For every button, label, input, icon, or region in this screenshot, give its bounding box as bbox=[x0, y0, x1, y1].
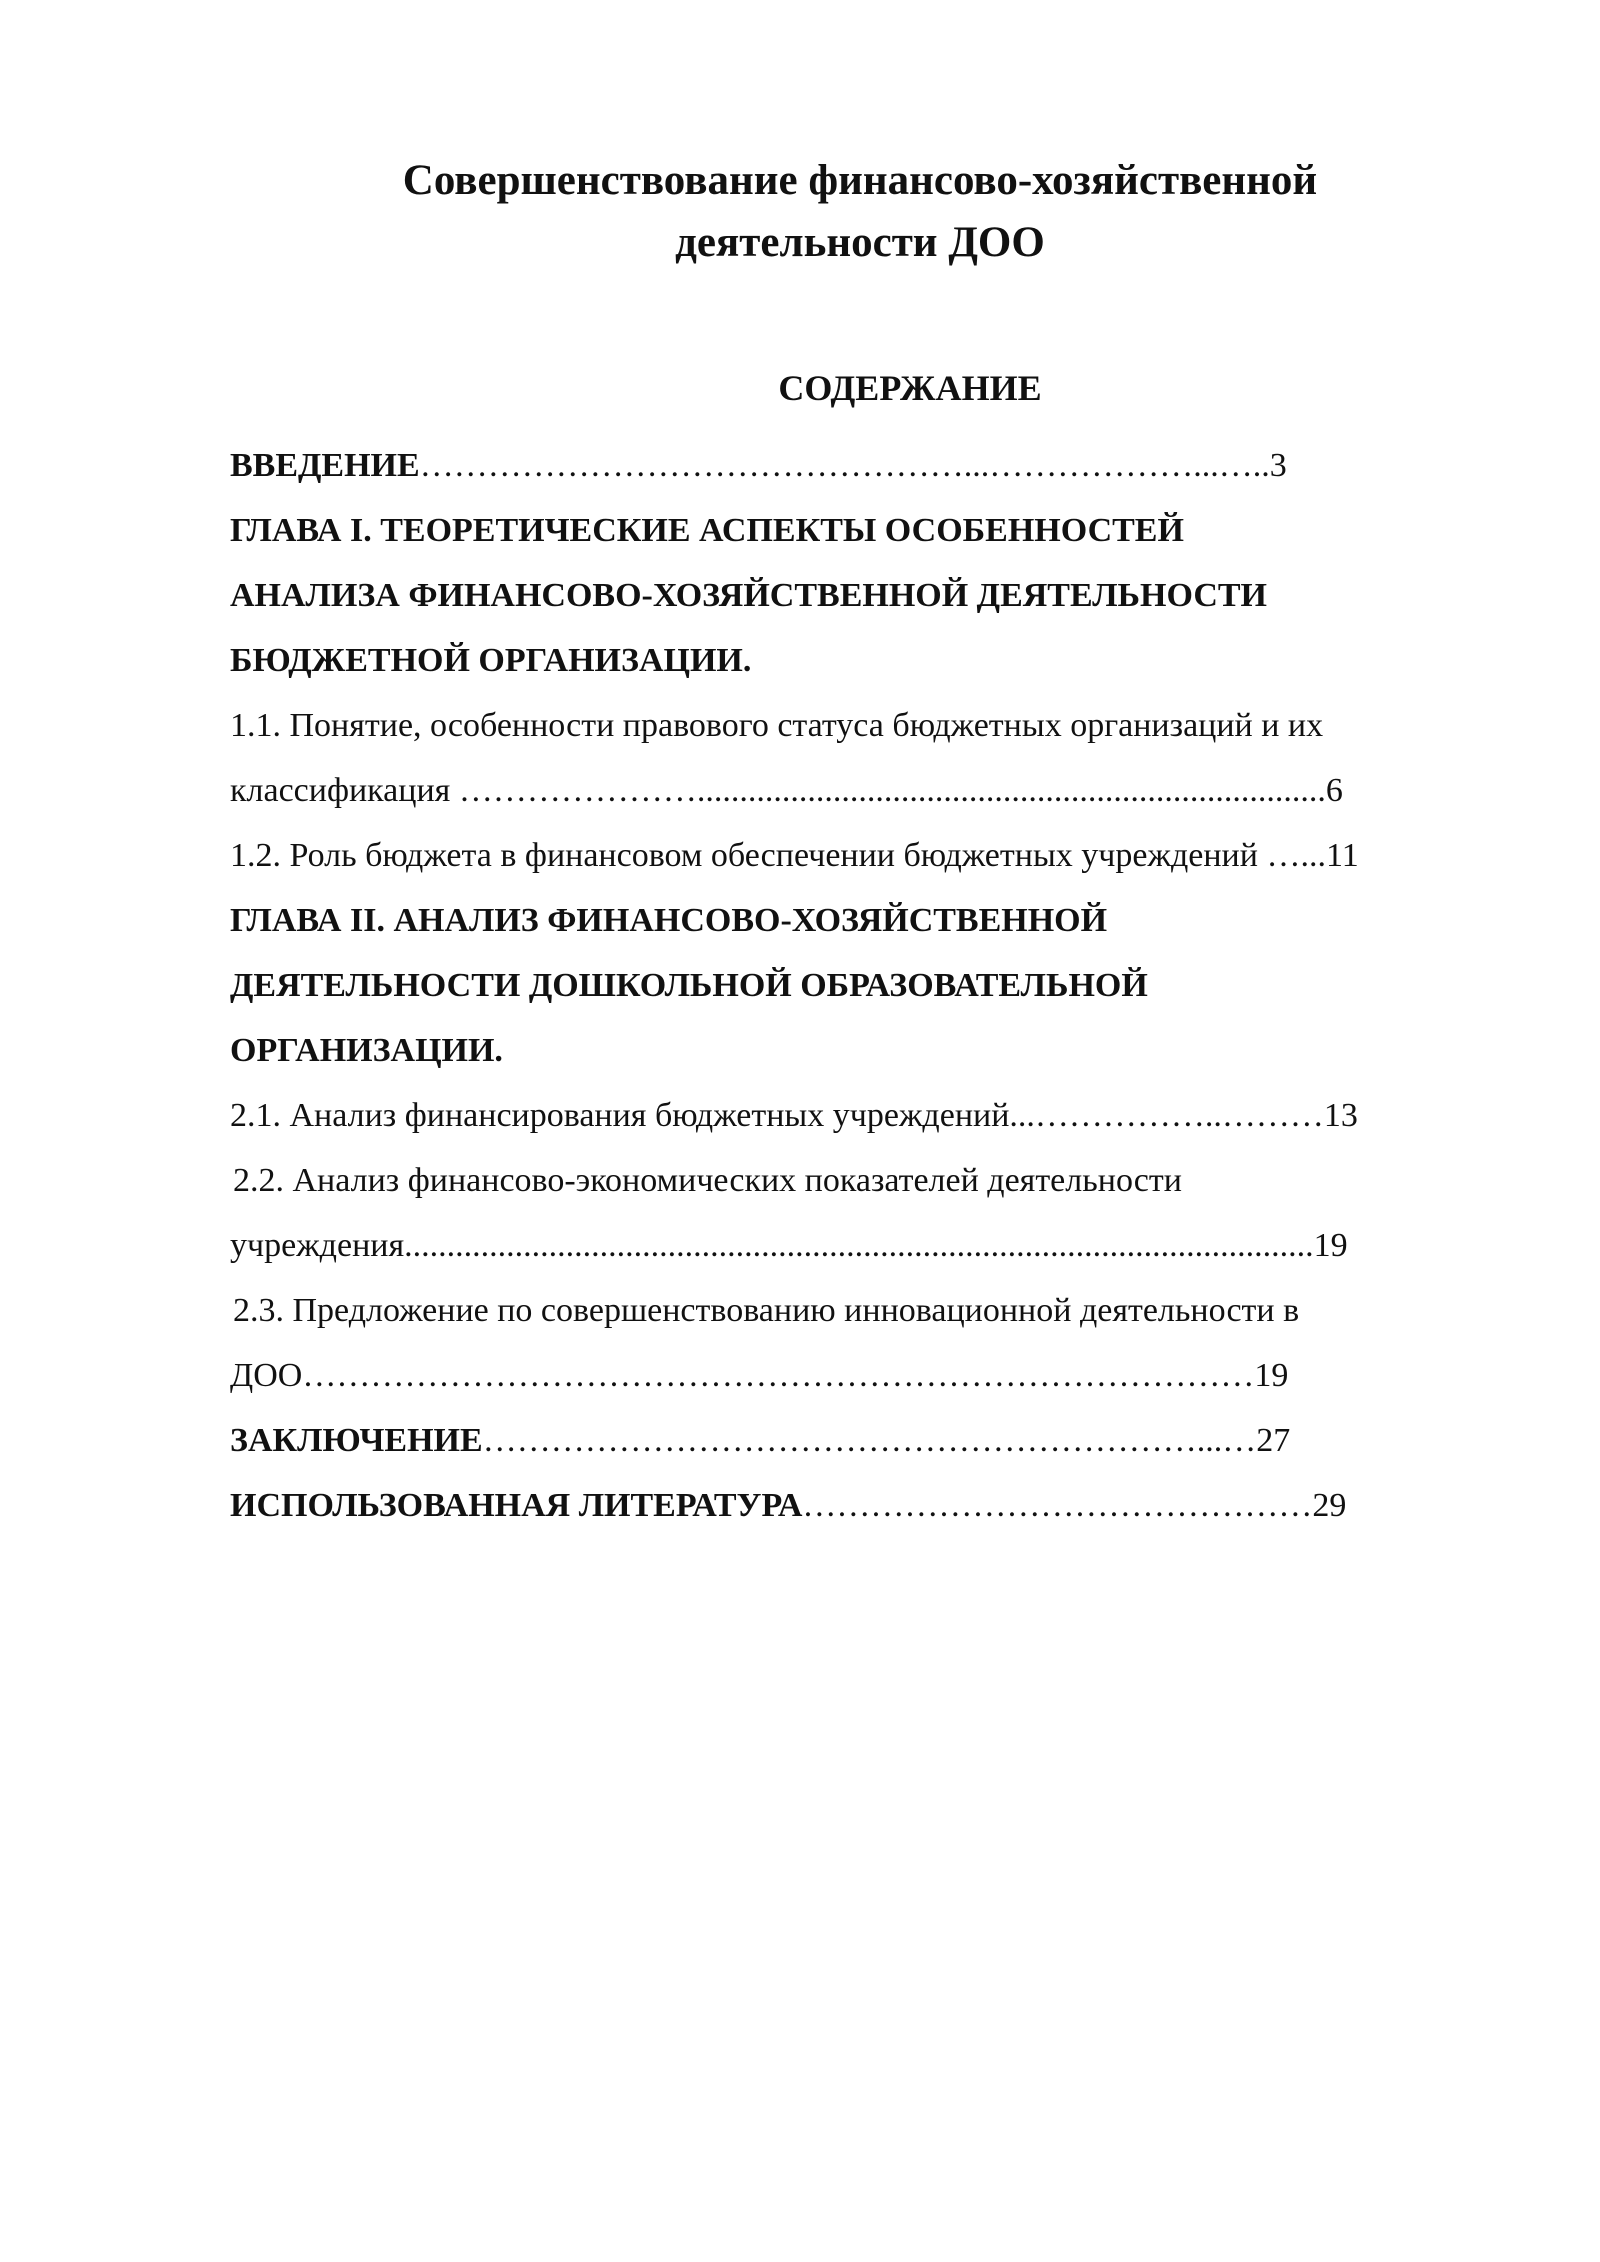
toc-entry-label: ЗАКЛЮЧЕНИЕ bbox=[230, 1422, 483, 1459]
toc-entry-label: классификация bbox=[230, 772, 451, 809]
title-line-1: Совершенствование финансово-хозяйственной bbox=[402, 157, 1318, 204]
toc-entry-1-2 bbox=[230, 823, 1490, 888]
toc-entry-label: учреждения bbox=[230, 1227, 405, 1264]
toc-leader: ……………………………………… bbox=[802, 1487, 1313, 1524]
toc-page-number: 11 bbox=[1325, 837, 1359, 874]
toc-page-number: 27 bbox=[1256, 1422, 1291, 1459]
toc-chapter-1-line-2: АНАЛИЗА ФИНАНСОВО-ХОЗЯЙСТВЕННОЙ ДЕЯТЕЛЬНОСТИ bbox=[230, 577, 1267, 614]
toc-entry-label: ВВЕДЕНИЕ bbox=[230, 447, 420, 484]
toc-leader: ………………………………………………………………………… bbox=[302, 1357, 1255, 1394]
toc-entry-2-2-line-2 bbox=[230, 1213, 1490, 1278]
toc-leader: ........................................................................................................... bbox=[404, 1227, 1314, 1264]
toc-chapter-2-line-2: ДЕЯТЕЛЬНОСТИ ДОШКОЛЬНОЙ ОБРАЗОВАТЕЛЬНОЙ bbox=[230, 967, 1148, 1004]
toc-entry-label: ДОО bbox=[230, 1357, 303, 1394]
toc-heading: СОДЕРЖАНИЕ bbox=[778, 368, 1042, 408]
toc-entry-2-2-line-1: 2.2. Анализ финансово-экономических показателей деятельности bbox=[233, 1162, 1182, 1199]
toc-leader: ...……………..……… bbox=[1009, 1097, 1324, 1134]
toc-chapter-2-line-1: ГЛАВА II. АНАЛИЗ ФИНАНСОВО-ХОЗЯЙСТВЕННОЙ bbox=[230, 902, 1108, 939]
toc-page-number: 19 bbox=[1254, 1357, 1289, 1394]
toc-entry-2-1 bbox=[230, 1083, 1490, 1148]
toc-entry-2-3-line-2 bbox=[230, 1343, 1490, 1408]
title-line-2: деятельности ДОО bbox=[675, 219, 1045, 266]
toc-page-number: 6 bbox=[1325, 772, 1343, 809]
toc-page-number: 13 bbox=[1323, 1097, 1358, 1134]
toc-entry-literature bbox=[230, 1473, 1490, 1538]
toc-entry-conclusion bbox=[230, 1408, 1490, 1473]
toc-entry-label: 2.1. Анализ финансирования бюджетных учреждений bbox=[230, 1097, 1010, 1134]
toc-leader: ………………….......................................................................... bbox=[450, 772, 1326, 809]
toc-leader: …... bbox=[1266, 837, 1326, 874]
toc-entry-1-1-line-1: 1.1. Понятие, особенности правового статуса бюджетных организаций и их bbox=[230, 707, 1324, 744]
document-title bbox=[280, 150, 1440, 274]
toc-chapter-2-line-3: ОРГАНИЗАЦИИ. bbox=[230, 1032, 503, 1069]
toc-entry-label: ИСПОЛЬЗОВАННАЯ ЛИТЕРАТУРА bbox=[230, 1487, 803, 1524]
toc-entry-1-1-line-2 bbox=[230, 758, 1490, 823]
toc-page-number: 19 bbox=[1313, 1227, 1348, 1264]
toc-entry-2-3-line-1: 2.3. Предложение по совершенствованию инновационной деятельности в bbox=[233, 1292, 1300, 1329]
toc-page-number: 3 bbox=[1269, 447, 1287, 484]
table-of-contents bbox=[230, 433, 1490, 1538]
toc-leader: ………………………………………………………...… bbox=[482, 1422, 1257, 1459]
toc-entry-label: 1.2. Роль бюджета в финансовом обеспечении бюджетных учреждений bbox=[230, 837, 1267, 874]
toc-entry-introduction bbox=[230, 433, 1490, 498]
toc-chapter-1-line-3: БЮДЖЕТНОЙ ОРГАНИЗАЦИИ. bbox=[230, 642, 752, 679]
toc-chapter-1-line-1: ГЛАВА I. ТЕОРЕТИЧЕСКИЕ АСПЕКТЫ ОСОБЕННОСТЕЙ bbox=[230, 512, 1184, 549]
toc-page-number: 29 bbox=[1312, 1487, 1347, 1524]
toc-leader: …………………………………………...………………...….. bbox=[419, 447, 1270, 484]
